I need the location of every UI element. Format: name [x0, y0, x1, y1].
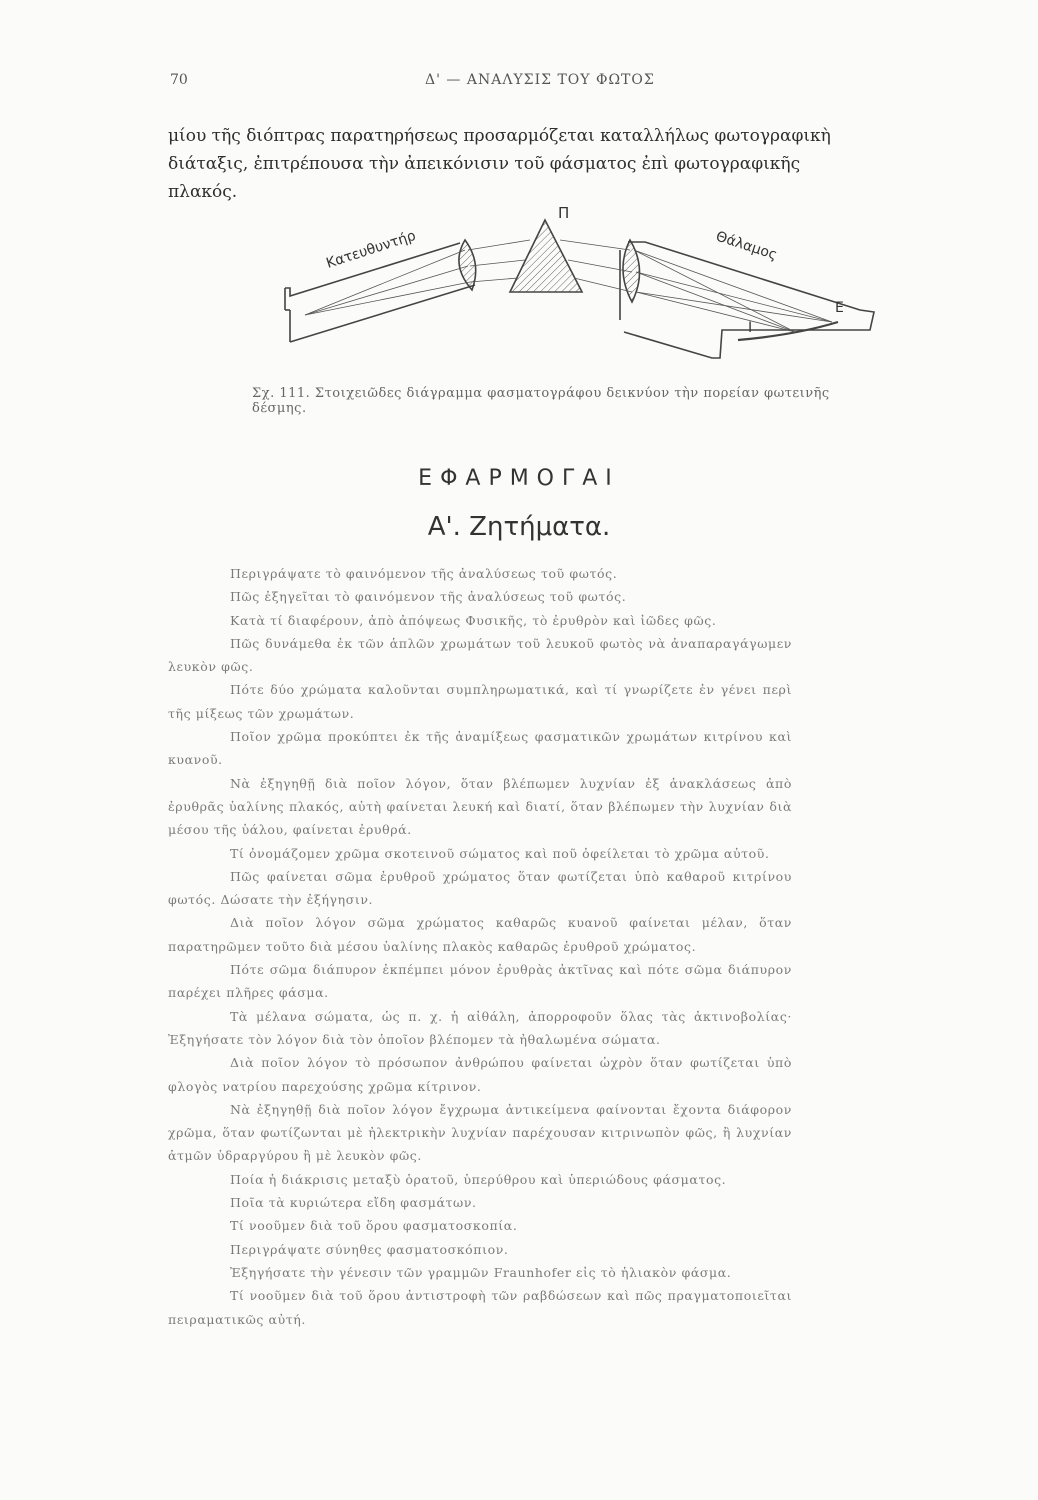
question-item: Τί ὀνομάζομεν χρῶμα σκοτεινοῦ σώματος καὶ ποῦ ὀφείλεται τὸ χρῶμα αὐτοῦ.	[230, 845, 770, 861]
question-item: Τί νοοῦμεν διὰ τοῦ ὅρου φασματοσκοπία.	[230, 1218, 518, 1234]
prism-label: Π	[558, 204, 570, 222]
collimator-label: Κατευθυντήρ	[324, 227, 418, 272]
question-item: Ποία ἡ διάκρισις μεταξὺ ὁρατοῦ, ὑπερύθρου καὶ ὑπεριώδους φάσματος.	[230, 1171, 727, 1187]
section-title: ΕΦΑΡΜΟΓΑΙ	[418, 466, 620, 491]
question-item: Νὰ ἐξηγηθῇ διὰ ποῖον λόγον, ὅταν βλέπωμεν λυχνίαν ἐξ ἀνακλάσεως ἀπὸ ἐρυθρᾶς ὑαλίνης πλακός, αὐτὴ φαίνεται λευκή καὶ διατί, ὅταν βλέπωμεν τὴν λυχνίαν διὰ μέσου τῆς ὑάλου, φαίνεται ἐρυθρά.	[168, 775, 792, 838]
running-title: Δ' — ΑΝΑΛΥΣΙΣ ΤΟΥ ΦΩΤΟΣ	[425, 72, 655, 88]
page-number: 70	[170, 72, 188, 88]
question-item: Ποῖα τὰ κυριώτερα εἴδη φασμάτων.	[230, 1195, 477, 1211]
question-item: Πότε δύο χρώματα καλοῦνται συμπληρωματικά, καὶ τί γνωρίζετε ἐν γένει περὶ τῆς μίξεως τῶν χρωμάτων.	[168, 682, 792, 721]
point-i-label: Ι	[748, 320, 753, 336]
question-item: Ποῖον χρῶμα προκύπτει ἐκ τῆς ἀναμίξεως φασματικῶν χρωμάτων κιτρίνου καὶ κυανοῦ.	[168, 729, 792, 768]
intro-paragraph: μίου τῆς διόπτρας παρατηρήσεως προσαρμόζεται καταλλήλως φωτογραφικὴ διάταξις, ἐπιτρέπουσα τὴν ἀπεικόνισιν τοῦ φάσματος ἐπὶ φωτογραφικῆς πλακός.	[168, 126, 831, 202]
point-e-label: Ε	[835, 300, 844, 316]
question-item: Πῶς ἐξηγεῖται τὸ φαινόμενον τῆς ἀναλύσεως τοῦ φωτός.	[230, 589, 627, 605]
question-item: Διὰ ποῖον λόγον σῶμα χρώματος καθαρῶς κυανοῦ φαίνεται μέλαν, ὅταν παρατηρῶμεν τοῦτο διὰ μέσου ὑαλίνης πλακὸς καθαρῶς ἐρυθροῦ χρώματος.	[168, 915, 792, 954]
question-item: Διὰ ποῖον λόγον τὸ πρόσωπον ἀνθρώπου φαίνεται ὠχρὸν ὅταν φωτίζεται ὑπὸ φλογὸς νατρίου παρεχούσης χρῶμα κίτρινον.	[168, 1055, 792, 1094]
question-item: Νὰ ἐξηγηθῇ διὰ ποῖον λόγον ἔγχρωμα ἀντικείμενα φαίνονται ἔχοντα διάφορον χρῶμα, ὅταν φωτίζωνται μὲ ἠλεκτρικὴν λυχνίαν παρέχουσαν κιτρινωπὸν φῶς, ἢ λυχνίαν ἀτμῶν ὑδραργύρου ἢ μὲ λευκὸν φῶς.	[168, 1101, 792, 1164]
prism	[510, 220, 582, 292]
photographic-plate	[738, 322, 838, 340]
questions-list	[168, 562, 792, 1331]
question-item: Πῶς φαίνεται σῶμα ἐρυθροῦ χρώματος ὅταν φωτίζεται ὑπὸ καθαροῦ κιτρίνου φωτός. Δώσατε τὴν ἐξήγησιν.	[168, 868, 792, 908]
chamber-label: Θάλαμος	[713, 228, 780, 264]
question-item: Πότε σῶμα διάπυρον ἐκπέμπει μόνον ἐρυθρὰς ἀκτῖνας καὶ πότε σῶμα διάπυρον παρέχει πλῆρες φάσμα.	[168, 962, 792, 1001]
figure-caption: Σχ. 111. Στοιχειῶδες διάγραμμα φασματογράφου δεικνύον τὴν πορείαν φωτεινῆς δέσμης.	[252, 386, 830, 416]
question-item: Τὰ μέλανα σώματα, ὡς π. χ. ἡ αἰθάλη, ἀπορροφοῦν ὅλας τὰς ἀκτινοβολίας· Ἐξηγήσατε τὸν λόγον διὰ τὸν ὁποῖον βλέπομεν τὰ ἠθαλωμένα σώματα.	[168, 1008, 792, 1047]
question-item: Τί νοοῦμεν διὰ τοῦ ὅρου ἀντιστροφὴ τῶν ραβδώσεων καὶ πῶς πραγματοποιεῖται πειραματικῶς αὐτή.	[168, 1288, 792, 1327]
question-item: Περιγράψατε τὸ φαινόμενον τῆς ἀναλύσεως τοῦ φωτός.	[230, 566, 618, 581]
question-item: Κατὰ τί διαφέρουν, ἀπὸ ἀπόψεως Φυσικῆς, τὸ ἐρυθρὸν καὶ ἰῶδες φῶς.	[230, 612, 717, 628]
spectrograph-diagram	[250, 200, 890, 370]
question-item: Περιγράψατε σύνηθες φασματοσκόπιον.	[230, 1241, 509, 1257]
question-item: Ἐξηγήσατε τὴν γένεσιν τῶν γραμμῶν Fraunhofer εἰς τὸ ἡλιακὸν φάσμα.	[230, 1264, 732, 1280]
question-item: Πῶς δυνάμεθα ἐκ τῶν ἁπλῶν χρωμάτων τοῦ λευκοῦ φωτὸς νὰ ἀναπαραγάγωμεν λευκὸν φῶς.	[168, 635, 792, 675]
page-header	[170, 72, 870, 96]
section-subtitle: Α'. Ζητήματα.	[427, 512, 611, 542]
